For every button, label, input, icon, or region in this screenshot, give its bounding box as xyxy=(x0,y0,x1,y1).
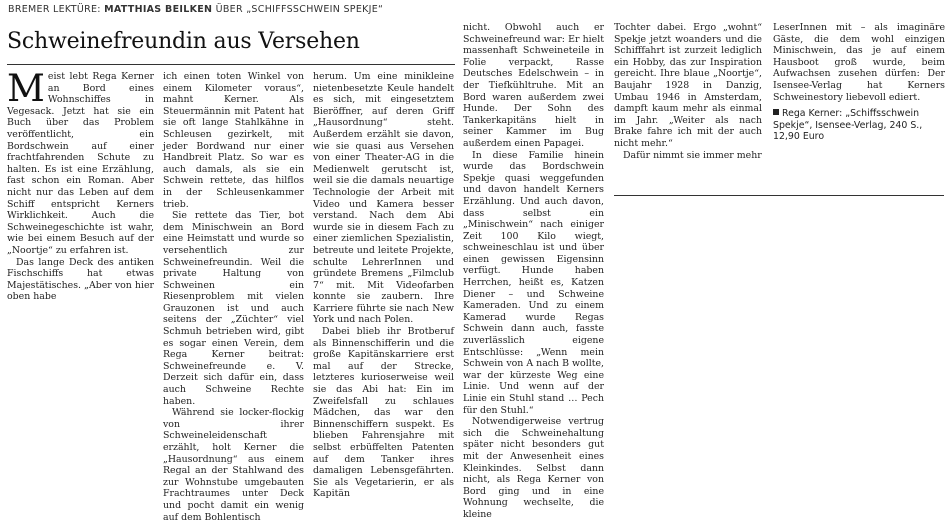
article-kicker xyxy=(8,4,383,15)
column-1 xyxy=(7,67,154,303)
column-5 xyxy=(614,22,762,174)
paragraph: nicht. Obwohl auch er Schweinefreund war: Er hielt massenhaft Schweineteile in Folie verpackt, Rasse Deutsches Edelschwein – in der Tiefkühltruhe. Mit an Bord waren außerdem zwei Hunde. Der Sohn des Tankerkapitäns hielt in seiner Kammer im Bug außerdem einen Papagei. xyxy=(463,22,604,149)
headline-rule-left xyxy=(7,64,455,65)
square-bullet-icon xyxy=(773,109,779,115)
paragraph: ich einen toten Winkel von einem Kilometer voraus“, mahnt Kerner. Als Steuermännin mit Patent hat sie oft lange Stahlkähne in Schleusen gezirkelt, mit jeder Bordwand nur einer Handbreit Platz. So war es auch damals, als sie ein Schwein rettete, das hilflos in der Schleusenkammer trieb. xyxy=(163,71,304,210)
book-info-text: Rega Kerner: „Schiffsschwein Spekje“, Isensee-Verlag, 240 S., 12,90 Euro xyxy=(773,108,923,143)
paragraph: Während sie locker-flockig von ihrer Schweineleidenschaft erzählt, holt Kerner die „Hausordnung“ aus einem Regal an der Stahlwand des zur Wohnstube umgebauten Frachtraumes unter Deck und pocht damit ein wenig auf dem Bohlentisch xyxy=(163,407,304,523)
book-info xyxy=(773,108,945,143)
paragraph: Dafür nimmt sie immer mehr xyxy=(623,149,762,161)
author-name: MATTHIAS BEILKEN xyxy=(104,4,213,15)
paragraph: Sie rettete das Tier, bot dem Minischwein an Bord eine Heimstatt und wurde so versehentlich zur Schweinefreundin. Weil die private Haltung von Schweinen ein Riesenproblem mit vielen Grauzonen ist und auch seitens der „Züchter“ viel Schmuh betrieben wird, gibt es sogar einen Verein, dem Rega Kerner beitrat: Schweinefreunde e. V. Derzeit sich dafür ein, dass auch Schweine Rechte haben. xyxy=(163,210,304,407)
paragraph: Notwendigerweise vertrug sich die Schweinehaltung später nicht besonders gut mit der Anwesenheit eines Kleinkindes. Selbst dann nicht, als Rega Kerner von Bord ging und in eine Wohnung wechselte, die kleine xyxy=(463,416,604,520)
column-4 xyxy=(463,22,604,520)
paragraph: In diese Familie hinein wurde das Bordschwein Spekje quasi weggefunden und davon handelt Kerners Erzählung. Und auch davon, dass selbst ein „Minischwein“ nach einiger Zeit 100 Kilo wiegt, schweineschlau ist und über einen gewissen Eigensinn verfügt. Hunde haben Herrchen, heißt es, Katzen Diener – und Schweine Kameraden. Und zu einem Kamerad wurde Regas Schwein dann auch, fasste zuverlässlich eigene Entschlüsse: „Wenn mein Schwein von A nach B wollte, war der kürzeste Weg eine Linie. Und wenn auf der Linie ein Stuhl stand … Pech für den Stuhl.“ xyxy=(463,149,604,416)
headline: Schweinefreundin aus Versehen xyxy=(7,29,360,54)
paragraph: Das lange Deck des antiken Fischschiffs hat etwas Majestätisches. „Aber von hier oben habe xyxy=(7,256,154,303)
sidebar-rule xyxy=(614,195,944,196)
paragraph: herum. Um eine minikleine nietenbesetzte Keule handelt es sich, mit eingesetztem Bieröffner, auf deren Griff „Hausordnung“ steht. Außerdem erzählt sie davon, wie sie quasi aus Versehen von einer Theater-AG in die Medienwelt gerutscht ist, weil sie die damals neuartige Technologie der Arbeit mit Video und Kamera besser verstand. Nach dem Abi wurde sie in diesem Fach zu einer ziemlichen Spezialistin, betreute und leitete Projekte, schulte LehrerInnen und gründete Bremens „Filmclub 7“ mit. Mit Videofarben konnte sie zaubern. Ihre Karriere führte sie nach New York und nach Polen. xyxy=(313,71,454,326)
paragraph: Dabei blieb ihr Brotberuf als Binnenschifferin und die große Kapitänskarriere erst mal auf der Strecke, letzteres kurioserweise weil sie das Abi hat: Ein im Zweifelsfall zu schlaues Mädchen, das war den Binnenschiffern suspekt. Es blieben Fahrensjahre mit selbst erbüffelten Patenten auf dem Tanker ihres damaligen Lebensgefährten. Sie als Vegetarierin, er als Kapitän xyxy=(313,326,454,500)
article-about: ÜBER „SCHIFFSSCHWEIN SPEKJE“ xyxy=(215,4,384,15)
series-label: BREMER LEKTÜRE: xyxy=(8,4,101,15)
paragraph: LeserInnen mit – als imaginäre Gäste, die dem wohl einzigen Minischwein, das je auf einem Hausboot groß wurde, beim Aufwachsen zusehen dürfen: Der Isensee-Verlag hat Kerners Schweinestory liebevoll ediert. xyxy=(773,22,945,103)
paragraph: Meist lebt Rega Kerner an Bord eines Wohnschiffes in Vegesack. Jetzt hat sie ein Buch über das Problem veröffentlicht, ein Bordschwein auf einer frachtfahrenden Schute zu halten. Es ist eine Erzählung, fast schon ein Roman. Aber nicht nur das Leben auf dem Schiff entspricht Kerners Wirklichkeit. Auch die Schweinegeschichte ist wahr, wie bei einem Besuch auf der „Noortje“ zu erfahren ist. xyxy=(7,67,154,256)
column-6 xyxy=(773,22,945,192)
column-2 xyxy=(163,71,304,523)
paragraph: Tochter dabei. Ergo „wohnt“ Spekje jetzt woanders und die Schifffahrt ist zurzeit lediglich ein Hobby, das zur Inspiration gereicht. Ihre blaue „Noortje“, Baujahr 1928 in Danzig, Umbau 1946 in Amsterdam, dampft kaum mehr als einmal im Jahr. „Weiter als nach Brake fahre ich mit der auch nicht mehr.“ xyxy=(614,22,762,149)
column-3 xyxy=(313,71,454,500)
